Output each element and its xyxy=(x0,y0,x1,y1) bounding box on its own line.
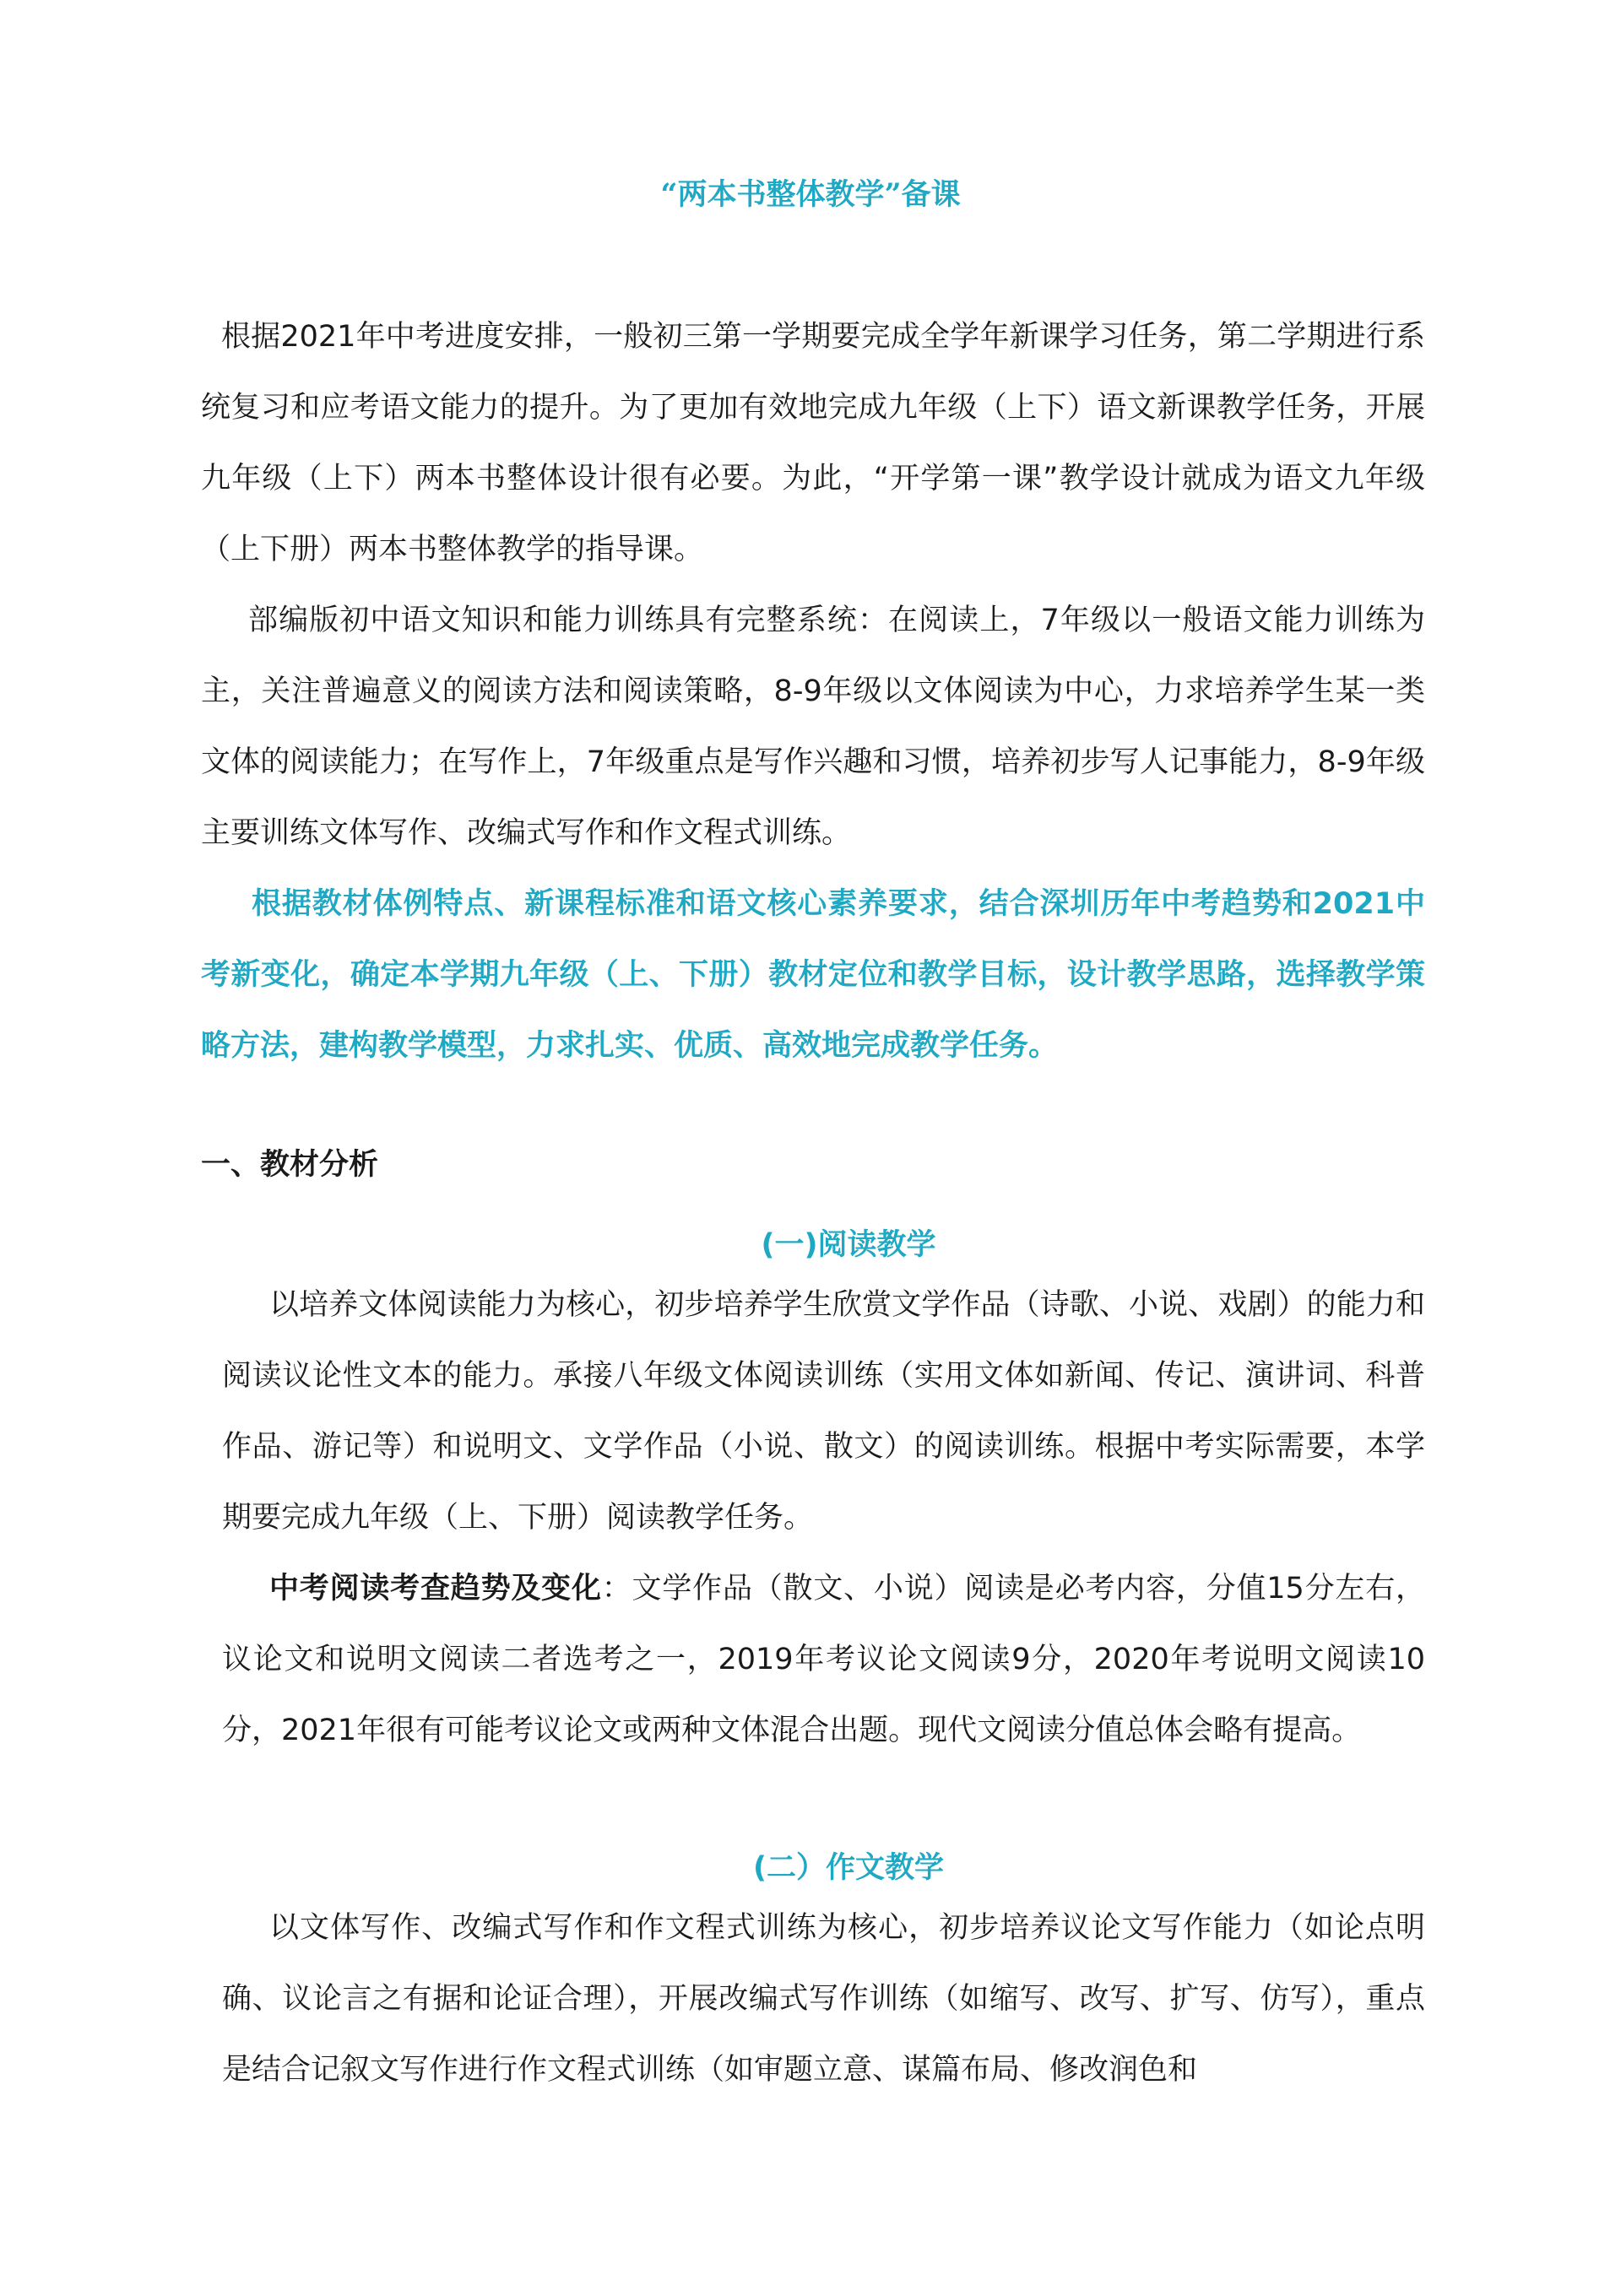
reading-trend-text: ：文学作品（散文、小说）阅读是必考内容，分值15分左右，议论文和说明文阅读二者选考之一，2019年考议论文阅读9分，2020年考说明文阅读10分，2021年很有可能考议论文或两种文体混合出题。现代文阅读分值总体会略有提高。 xyxy=(222,1572,1425,1747)
reading-trend-paragraph xyxy=(222,1553,1425,1766)
reading-trend-label: 中考阅读考查趋势及变化 xyxy=(269,1572,602,1606)
subheading-writing-teaching: (二）作文教学 xyxy=(753,1851,944,1885)
intro-paragraph-2: 部编版初中语文知识和能力训练具有完整系统：在阅读上，7年级以一般语文能力训练为主，关注普遍意义的阅读方法和阅读策略，8-9年级以文体阅读为中心，力求培养学生某一类文体的阅读能力；在写作上，7年级重点是写作兴趣和习惯，培养初步写人记事能力，8-9年级主要训练文体写作、改编式写作和作文程式训练。 xyxy=(201,604,1425,850)
intro-paragraph-1: 根据2021年中考进度安排，一般初三第一学期要完成全学年新课学习任务，第二学期进行系统复习和应考语文能力的提升。为了更加有效地完成九年级（上下）语文新课教学任务，开展九年级（上下）两本书整体设计很有必要。为此，“开学第一课”教学设计就成为语文九年级（上下册）两本书整体教学的指导课。 xyxy=(201,320,1425,566)
subheading-reading-teaching: (一)阅读教学 xyxy=(761,1228,936,1262)
reading-paragraph: 以培养文体阅读能力为核心，初步培养学生欣赏文学作品（诗歌、小说、戏剧）的能力和阅读议论性文本的能力。承接八年级文体阅读训练（实用文体如新闻、传记、演讲词、科普作品、游记等）和说明文、文学作品（小说、散文）的阅读训练。根据中考实际需要，本学期要完成九年级（上、下册）阅读教学任务。 xyxy=(222,1288,1425,1535)
section-heading-textbook-analysis: 一、教材分析 xyxy=(201,1147,379,1182)
intro-highlight-paragraph: 根据教材体例特点、新课程标准和语文核心素养要求，结合深圳历年中考趋势和2021中考新变化，确定本学期九年级（上、下册）教材定位和教学目标，设计教学思路，选择教学策略方法，建构教学模型，力求扎实、优质、高效地完成教学任务。 xyxy=(201,887,1425,1063)
writing-paragraph: 以文体写作、改编式写作和作文程式训练为核心，初步培养议论文写作能力（如论点明确、议论言之有据和论证合理），开展改编式写作训练（如缩写、改写、扩写、仿写），重点是结合记叙文写作进行作文程式训练（如审题立意、谋篇布局、修改润色和 xyxy=(222,1911,1425,2087)
document-title: “两本书整体教学”备课 xyxy=(660,177,961,212)
